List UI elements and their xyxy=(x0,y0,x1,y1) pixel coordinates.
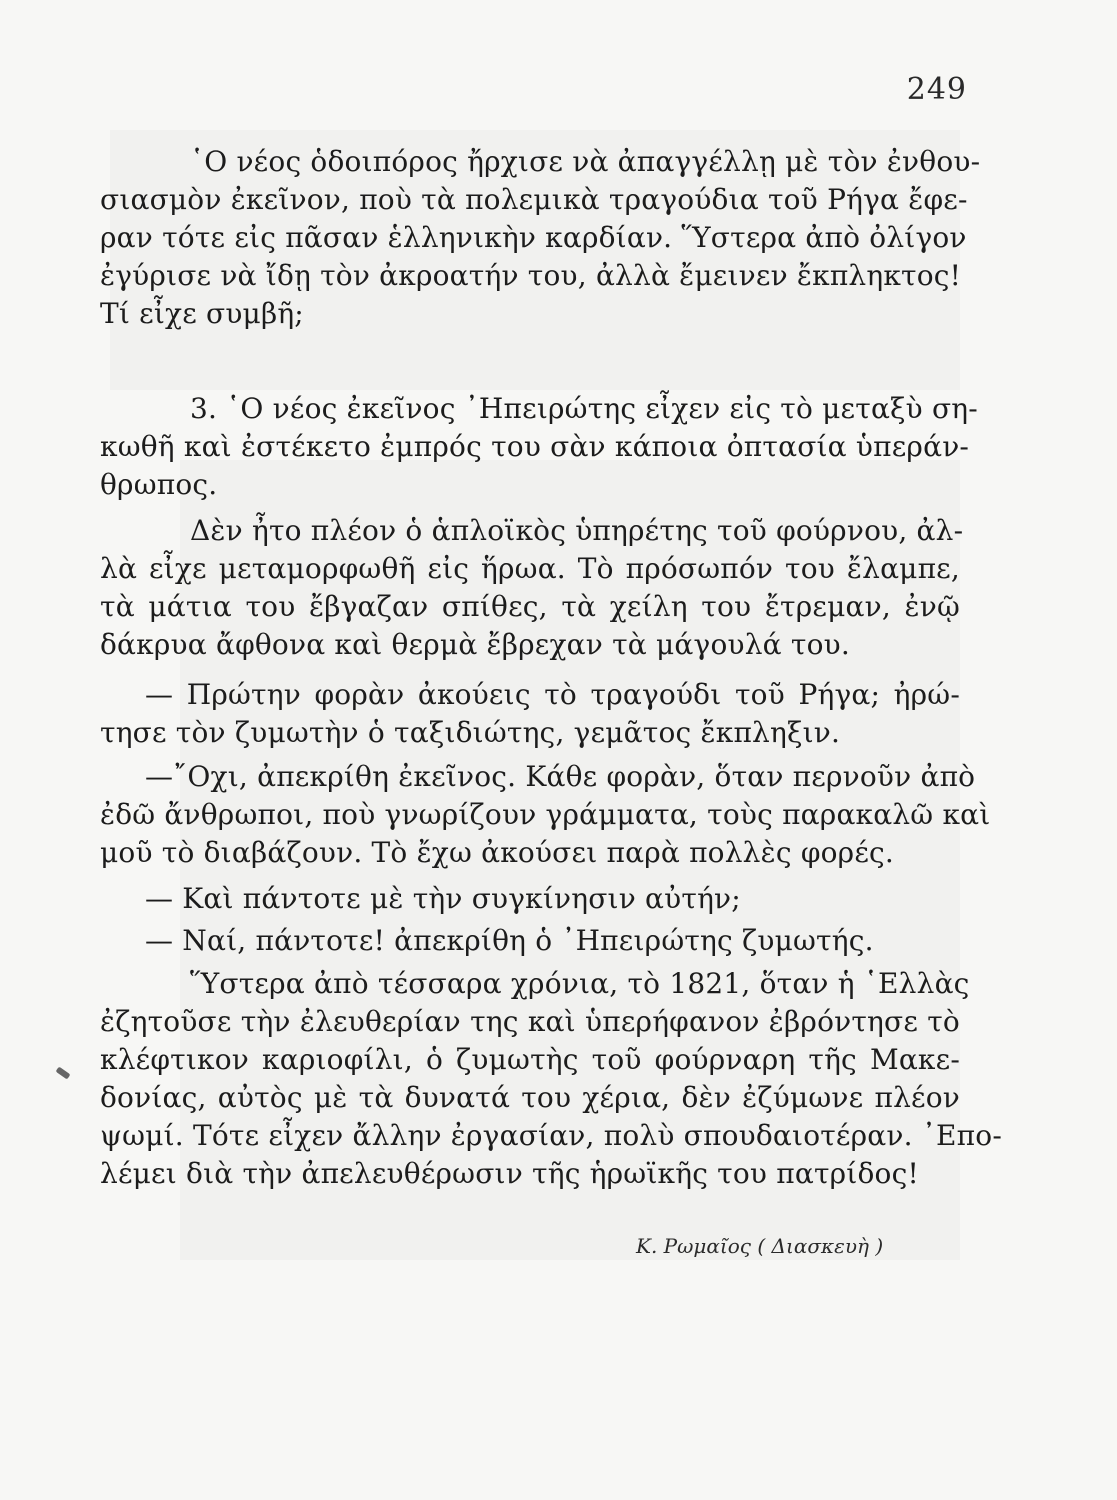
paragraph xyxy=(100,390,978,504)
text-line: Ὕστερα ἀπὸ τέσσαρα χρόνια, τὸ 1821, ὅταν ἡ ῾Ελλὰς xyxy=(190,967,970,1000)
text-line: λὰ εἶχε μεταμορφωθῆ εἰς ἥρωα. Τὸ πρόσωπόν του ἔλαμπε, xyxy=(100,552,960,585)
text-line: ἐγύρισε νὰ ἴδῃ τὸν ἀκροατήν του, ἀλλὰ ἔμεινεν ἔκπληκτος! xyxy=(100,259,962,292)
text-line: ψωμί. Τότε εἶχεν ἄλλην ἐργασίαν, πολὺ σπουδαιοτέραν. ᾿Επο- xyxy=(100,1119,1002,1152)
text-line: σιασμὸν ἐκεῖνον, ποὺ τὰ πολεμικὰ τραγούδια τοῦ Ρήγα ἔφε- xyxy=(100,183,968,216)
text-line: ραν τότε εἰς πᾶσαν ἑλληνικὴν καρδίαν. Ὕστερα ἀπὸ ὀλίγον xyxy=(100,221,967,254)
text-line: θρωπος. xyxy=(100,468,218,501)
paragraph xyxy=(100,512,964,664)
author-signature: Κ. Ρωμαῖος ( Διασκευὴ ) xyxy=(636,1234,884,1258)
text-line: — Πρώτην φορὰν ἀκούεις τὸ τραγούδι τοῦ Ρήγα; ἠρώ- xyxy=(145,678,960,711)
paragraph xyxy=(100,880,960,918)
text-line: λέμει διὰ τὴν ἀπελευθέρωσιν τῆς ἡρωϊκῆς του πατρίδος! xyxy=(100,1157,919,1190)
text-line: τησε τὸν ζυμωτὴν ὁ ταξιδιώτης, γεμᾶτος ἔκπληξιν. xyxy=(100,716,841,749)
page-number: 249 xyxy=(906,72,967,107)
text-line: κωθῆ καὶ ἐστέκετο ἐμπρός του σὰν κάποια ὀπτασία ὑπεράν- xyxy=(100,430,970,463)
paragraph xyxy=(100,922,960,960)
text-line: δάκρυα ἄφθονα καὶ θερμὰ ἔβρεχαν τὰ μάγουλά του. xyxy=(100,628,850,661)
paragraph xyxy=(100,758,991,872)
text-line: δονίας, αὐτὸς μὲ τὰ δυνατά του χέρια, δὲν ἐζύμωνε πλέον xyxy=(100,1081,960,1114)
text-line: ἐζητοῦσε τὴν ἐλευθερίαν της καὶ ὑπερήφανον ἐβρόντησε τὸ xyxy=(100,1005,960,1038)
text-line: μοῦ τὸ διαβάζουν. Τὸ ἔχω ἀκούσει παρὰ πολλὲς φορές. xyxy=(100,836,895,869)
paragraph xyxy=(100,965,1002,1193)
stray-ink-mark xyxy=(56,1067,71,1080)
text-line: τὰ μάτια του ἔβγαζαν σπίθες, τὰ χείλη του ἔτρεμαν, ἐνῷ xyxy=(100,590,960,623)
text-line: ἐδῶ ἄνθρωποι, ποὺ γνωρίζουν γράμματα, τοὺς παρακαλῶ καὶ xyxy=(100,798,991,831)
text-line: Δὲν ἦτο πλέον ὁ ἁπλοϊκὸς ὑπηρέτης τοῦ φούρνου, ἀλ- xyxy=(190,514,964,547)
text-line: 3. ῾Ο νέος ἐκεῖνος ᾿Ηπειρώτης εἶχεν εἰς τὸ μεταξὺ ση- xyxy=(190,392,978,425)
text-line: κλέφτικον καριοφίλι, ὁ ζυμωτὴς τοῦ φούρναρη τῆς Μακε- xyxy=(100,1043,960,1076)
text-line: ῾Ο νέος ὁδοιπόρος ἤρχισε νὰ ἀπαγγέλλῃ μὲ τὸν ἐνθου- xyxy=(190,145,981,178)
text-line: — Καὶ πάντοτε μὲ τὴν συγκίνησιν αὐτήν; xyxy=(145,882,741,915)
text-line: — Ναί, πάντοτε! ἀπεκρίθη ὁ ᾿Ηπειρώτης ζυμωτής. xyxy=(145,924,874,957)
paragraph xyxy=(100,676,960,752)
text-line: Τί εἶχε συμβῆ; xyxy=(100,297,304,330)
paragraph xyxy=(100,143,981,333)
text-line: —῎Οχι, ἀπεκρίθη ἐκεῖνος. Κάθε φορὰν, ὅταν περνοῦν ἀπὸ xyxy=(145,760,976,793)
